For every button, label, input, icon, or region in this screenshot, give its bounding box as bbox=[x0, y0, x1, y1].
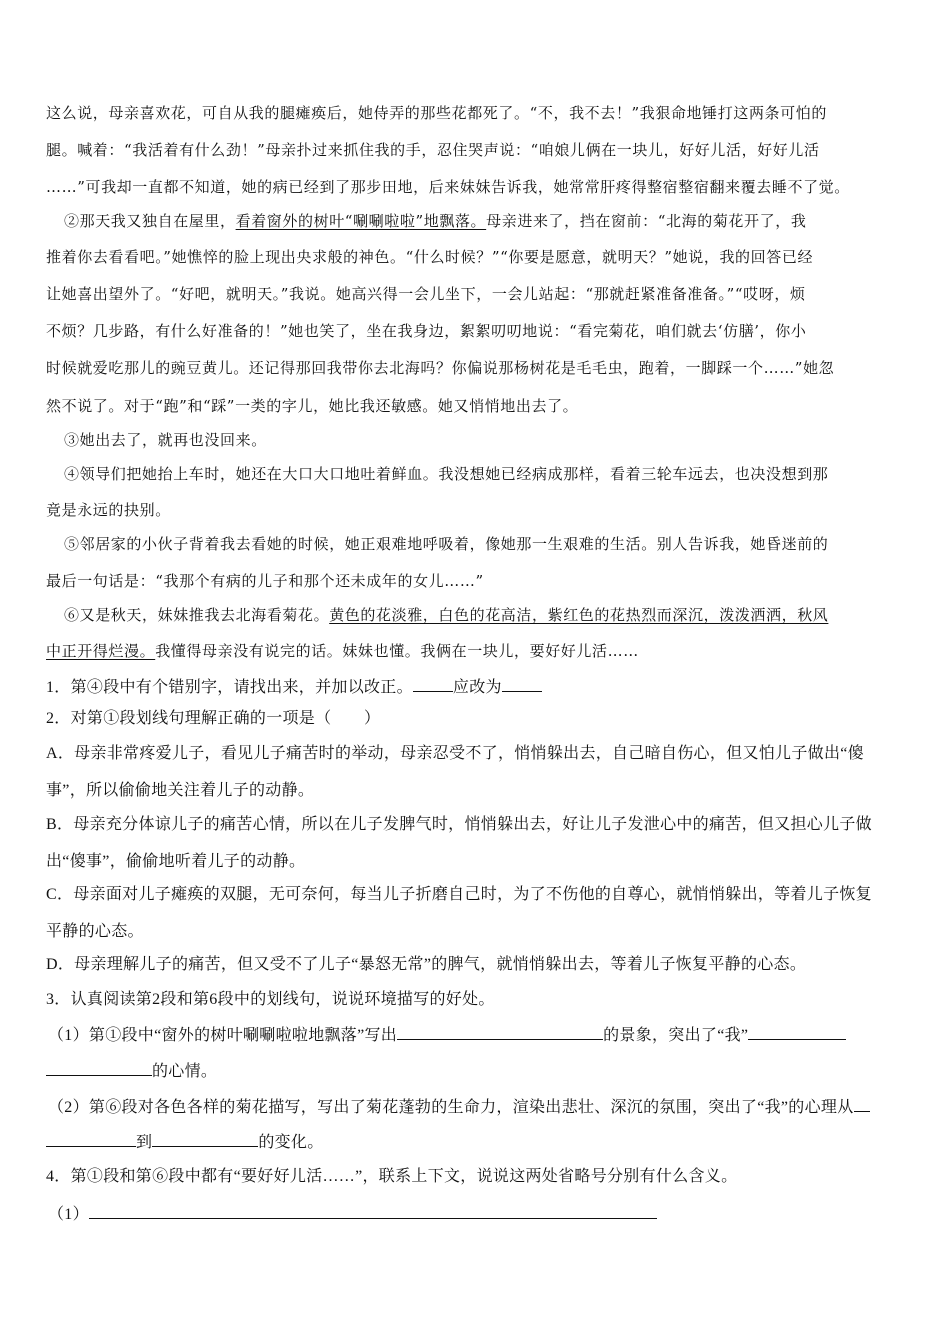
passage-line: 这么说，母亲喜欢花，可自从我的腿瘫痪后，她侍弄的那些花都死了。“不，我不去！”我狠命地锤打这两条可怕的 bbox=[46, 104, 827, 122]
question-text: 的心情。 bbox=[152, 1063, 218, 1080]
passage-line: 竟是永远的抉别。 bbox=[46, 501, 171, 519]
passage-line: 时候就爱吃那儿的豌豆黄儿。还记得那回我带你去北海吗？你偏说那杨树花是毛毛虫，跑着，一脚踩一个……”她忽 bbox=[46, 359, 835, 377]
answer-blank[interactable] bbox=[854, 1096, 870, 1112]
paragraph-text: ②那天我又独自在屋里， bbox=[64, 212, 236, 230]
question-4-1 bbox=[48, 1203, 908, 1225]
option-a-cont: 事”，所以偷偷地关注着儿子的动静。 bbox=[46, 782, 315, 799]
answer-blank[interactable] bbox=[502, 676, 542, 692]
question-text: （1） bbox=[48, 1206, 89, 1223]
option-c: C．母亲面对儿子瘫痪的双腿，无可奈何，每当儿子折磨自己时，为了不伤他的自尊心，就悄悄躲出，等着儿子恢复 bbox=[46, 886, 872, 903]
answer-blank[interactable] bbox=[46, 1060, 152, 1076]
question-4: 4．第①段和第⑥段中都有“要好好儿活……”，联系上下文，说说这两处省略号分别有什么含义。 bbox=[46, 1168, 738, 1185]
question-1 bbox=[46, 676, 906, 698]
paragraph-4: ④领导们把她抬上车时，她还在大口大口地吐着鲜血。我没想她已经病成那样，看着三轮车远去，也决没想到那 bbox=[64, 465, 829, 483]
passage-line: 不烦？几步路，有什么好准备的！”她也笑了，坐在我身边，絮絮叨叨地说：“看完菊花，咱们就去‘仿膳’，你小 bbox=[46, 322, 807, 340]
option-a: A．母亲非常疼爱儿子，看见儿子痛苦时的举动，母亲忍受不了，悄悄躲出去，自己暗自伤心，但又怕儿子做出“傻 bbox=[46, 745, 864, 762]
question-2: 2．对第①段划线句理解正确的一项是（ ） bbox=[46, 710, 381, 727]
underlined-sentence: 黄色的花淡雅，白色的花高洁，紫红色的花热烈而深沉，泼泼洒洒，秋风 bbox=[329, 606, 829, 624]
answer-blank[interactable] bbox=[397, 1024, 603, 1040]
answer-blank[interactable] bbox=[46, 1131, 136, 1147]
passage-line: 让她喜出望外了。“好吧，就明天。”我说。她高兴得一会儿坐下，一会儿站起：“那就赶紧准备准备。”“哎呀，烦 bbox=[46, 285, 806, 303]
question-text: 的变化。 bbox=[258, 1134, 324, 1151]
option-c-cont: 平静的心态。 bbox=[46, 923, 144, 940]
passage-line: 推着你去看看吧。”她憔悴的脸上现出央求般的神色。“什么时候？”“你要是愿意，就明天？”她说，我的回答已经 bbox=[46, 248, 814, 266]
passage-line bbox=[46, 641, 906, 661]
question-text: （2）第⑥段对各色各样的菊花描写，写出了菊花蓬勃的生命力，渲染出悲壮、深沉的氛围，突出了“我”的心理从 bbox=[48, 1099, 854, 1116]
question-3: 3．认真阅读第2段和第6段中的划线句，说说环境描写的好处。 bbox=[46, 991, 495, 1008]
question-text: 的景象，突出了“我” bbox=[603, 1027, 749, 1044]
question-3-1-cont bbox=[46, 1060, 906, 1082]
question-text: 1．第④段中有个错别字，请找出来，并加以改正。 bbox=[46, 679, 413, 696]
option-b-cont: 出“傻事”，偷偷地听着儿子的动静。 bbox=[46, 853, 306, 870]
paragraph-text: 母亲进来了，挡在窗前：“北海的菊花开了，我 bbox=[486, 212, 807, 230]
paragraph-5: ⑤邻居家的小伙子背着我去看她的时候，她正艰难地呼吸着，像她那一生艰难的生活。别人告诉我，她昏迷前的 bbox=[64, 535, 829, 553]
answer-blank[interactable] bbox=[89, 1203, 657, 1219]
answer-blank[interactable] bbox=[748, 1024, 846, 1040]
answer-blank[interactable] bbox=[413, 676, 453, 692]
paragraph-text: ⑥又是秋天，妹妹推我去北海看菊花。 bbox=[64, 606, 330, 624]
question-text: （1）第①段中“窗外的树叶唰唰啦啦地飘落”写出 bbox=[48, 1027, 398, 1044]
paragraph-text: 我懂得母亲没有说完的话。妹妹也懂。我俩在一块儿，要好好儿活…… bbox=[155, 642, 639, 660]
underlined-sentence: 看着窗外的树叶“唰唰啦啦”地飘落。 bbox=[235, 212, 487, 230]
question-3-1 bbox=[48, 1024, 908, 1046]
paragraph-6 bbox=[64, 605, 924, 625]
question-3-2 bbox=[48, 1096, 908, 1118]
passage-line: 最后一句话是：“我那个有病的儿子和那个还未成年的女儿……” bbox=[46, 572, 484, 590]
passage-line: ……”可我却一直都不知道，她的病已经到了那步田地，后来妹妹告诉我，她常常肝疼得整宿整宿翻来覆去睡不了觉。 bbox=[46, 178, 850, 196]
underlined-sentence: 中正开得烂漫。 bbox=[46, 642, 156, 660]
option-b: B．母亲充分体谅儿子的痛苦心情，所以在儿子发脾气时，悄悄躲出去，好让儿子发泄心中的痛苦，但又担心儿子做 bbox=[46, 816, 872, 833]
passage-line: 腿。喊着：“我活着有什么劲！”母亲扑过来抓住我的手，忍住哭声说：“咱娘儿俩在一块儿，好好儿活，好好儿活 bbox=[46, 141, 820, 159]
passage-line: 然不说了。对于“跑”和“踩”一类的字儿，她比我还敏感。她又悄悄地出去了。 bbox=[46, 397, 579, 415]
question-3-2-cont bbox=[46, 1131, 906, 1153]
question-text: 到 bbox=[136, 1134, 153, 1151]
paragraph-2 bbox=[64, 211, 924, 231]
question-text: 应改为 bbox=[452, 679, 502, 696]
paragraph-3: ③她出去了，就再也没回来。 bbox=[64, 431, 267, 449]
option-d: D．母亲理解儿子的痛苦，但又受不了儿子“暴怒无常”的脾气，就悄悄躲出去，等着儿子恢复平静的心态。 bbox=[46, 956, 807, 973]
answer-blank[interactable] bbox=[152, 1131, 258, 1147]
